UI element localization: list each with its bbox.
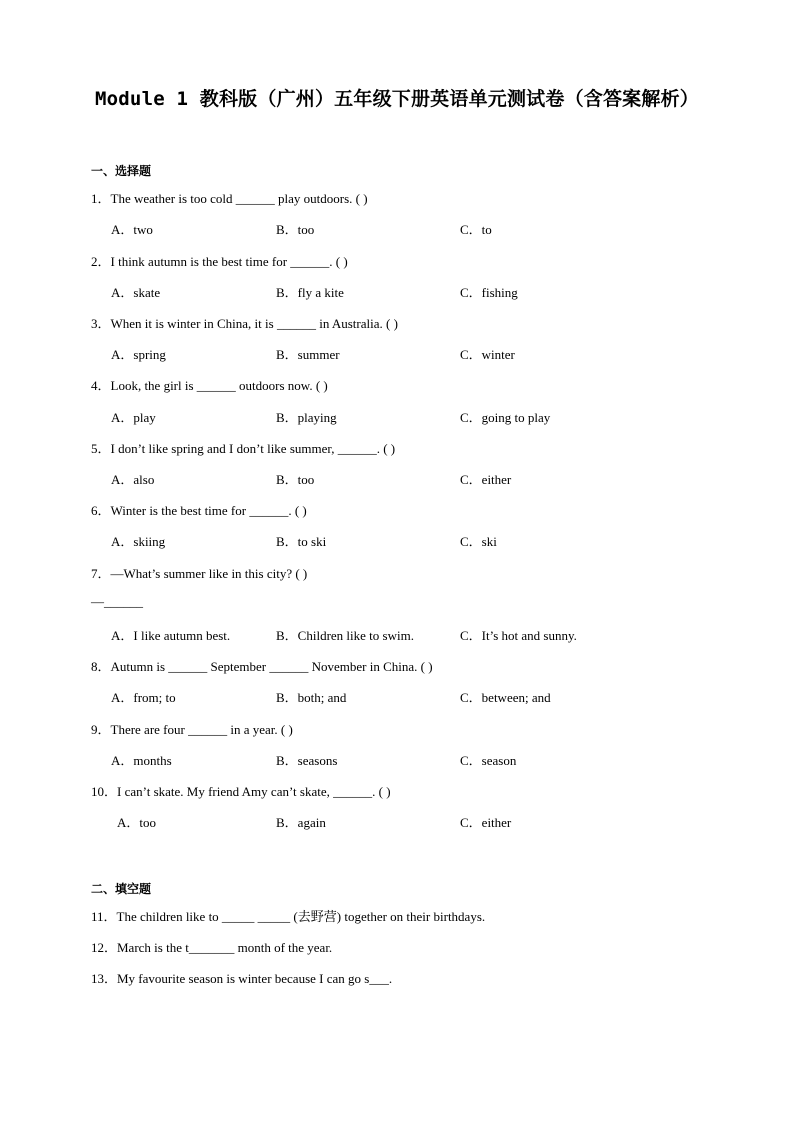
options-6: [0, 531, 794, 551]
section-heading-fill: 二、填空题: [91, 882, 152, 896]
question-2: 2．I think autumn is the best time for ______. ( ): [91, 254, 348, 269]
option-6-b[interactable]: B．to ski: [276, 534, 327, 549]
option-5-c[interactable]: C．either: [460, 472, 512, 487]
options-2: [0, 282, 794, 302]
question-7-reply-blank: —______: [91, 594, 143, 609]
options-8: [0, 687, 794, 707]
option-7-b[interactable]: B．Children like to swim.: [276, 628, 414, 643]
option-8-c[interactable]: C．between; and: [460, 690, 551, 705]
options-10: [0, 812, 794, 832]
option-5-b[interactable]: B．too: [276, 472, 315, 487]
option-5-a[interactable]: A．also: [111, 472, 155, 487]
option-1-a[interactable]: A．two: [111, 222, 153, 237]
question-12: 12．March is the t_______ month of the year.: [91, 940, 333, 955]
option-9-a[interactable]: A．months: [111, 753, 172, 768]
question-1: 1．The weather is too cold ______ play outdoors. ( ): [91, 191, 368, 206]
option-10-a[interactable]: A．too: [117, 815, 157, 830]
option-10-b[interactable]: B．again: [276, 815, 326, 830]
question-10: 10．I can’t skate. My friend Amy can’t skate, ______. ( ): [91, 784, 391, 799]
option-3-b[interactable]: B．summer: [276, 347, 340, 362]
option-7-a[interactable]: A．I like autumn best.: [111, 628, 231, 643]
page-title: Module 1 教科版（广州）五年级下册英语单元测试卷（含答案解析）: [95, 88, 699, 110]
section-heading-choice: 一、选择题: [91, 164, 152, 178]
question-7: 7．—What’s summer like in this city? ( ): [91, 566, 308, 581]
option-9-c[interactable]: C．season: [460, 753, 517, 768]
options-7: [0, 625, 794, 645]
option-1-b[interactable]: B．too: [276, 222, 315, 237]
options-4: [0, 407, 794, 427]
option-6-c[interactable]: C．ski: [460, 534, 497, 549]
option-6-a[interactable]: A．skiing: [111, 534, 166, 549]
option-2-a[interactable]: A．skate: [111, 285, 161, 300]
question-4: 4．Look, the girl is ______ outdoors now. ( ): [91, 378, 328, 393]
option-2-b[interactable]: B．fly a kite: [276, 285, 344, 300]
option-3-c[interactable]: C．winter: [460, 347, 515, 362]
option-4-a[interactable]: A．play: [111, 410, 156, 425]
options-9: [0, 750, 794, 770]
question-9: 9．There are four ______ in a year. ( ): [91, 722, 293, 737]
option-10-c[interactable]: C．either: [460, 815, 512, 830]
question-5: 5．I don’t like spring and I don’t like summer, ______. ( ): [91, 441, 396, 456]
question-3: 3．When it is winter in China, it is ______ in Australia. ( ): [91, 316, 398, 331]
option-4-c[interactable]: C．going to play: [460, 410, 551, 425]
option-8-a[interactable]: A．from; to: [111, 690, 176, 705]
option-9-b[interactable]: B．seasons: [276, 753, 338, 768]
question-6: 6．Winter is the best time for ______. ( ): [91, 503, 307, 518]
options-3: [0, 344, 794, 364]
option-4-b[interactable]: B．playing: [276, 410, 337, 425]
question-8: 8．Autumn is ______ September ______ November in China. ( ): [91, 659, 433, 674]
question-13: 13．My favourite season is winter because I can go s___.: [91, 971, 393, 986]
options-5: [0, 469, 794, 489]
option-1-c[interactable]: C．to: [460, 222, 492, 237]
option-8-b[interactable]: B．both; and: [276, 690, 347, 705]
options-1: [0, 219, 794, 239]
option-7-c[interactable]: C．It’s hot and sunny.: [460, 628, 577, 643]
option-2-c[interactable]: C．fishing: [460, 285, 518, 300]
question-11: 11．The children like to _____ _____ (去野营) together on their birthdays.: [91, 909, 486, 924]
option-3-a[interactable]: A．spring: [111, 347, 166, 362]
